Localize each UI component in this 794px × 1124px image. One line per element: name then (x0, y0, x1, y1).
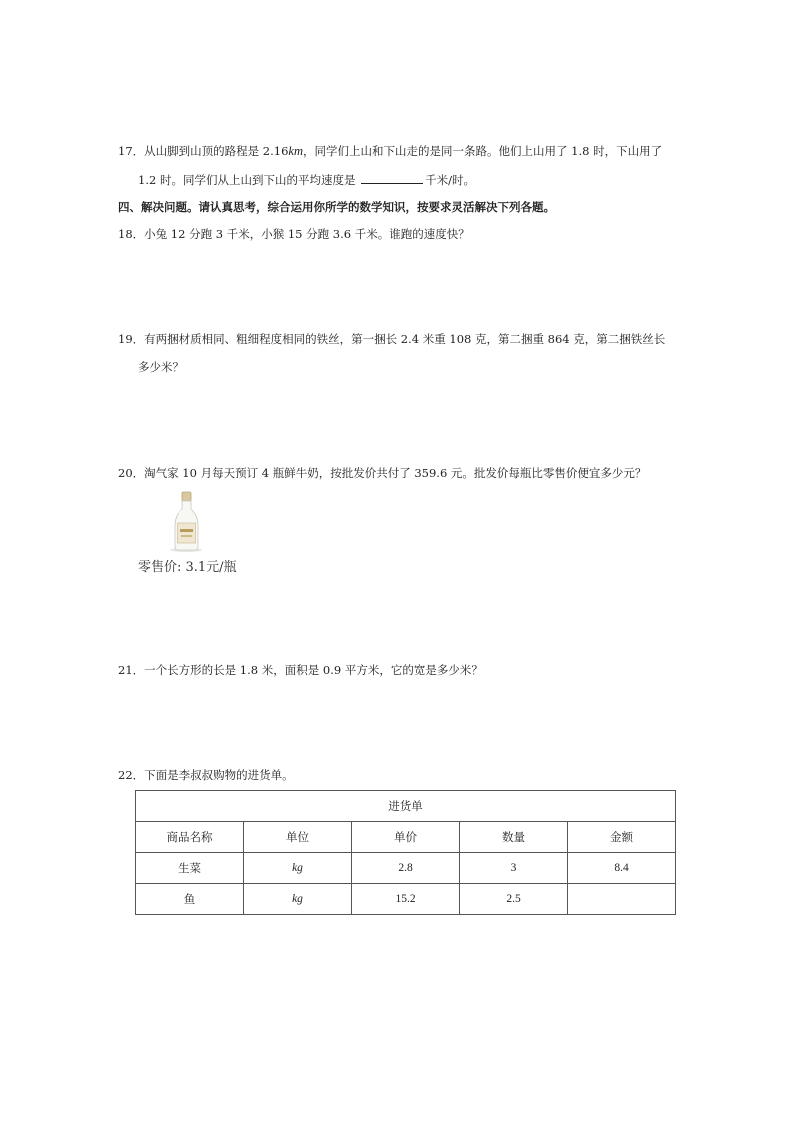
section-4-heading: 四、解决问题。请认真思考，综合运用你所学的数学知识，按要求灵活解决下列各题。 (118, 200, 555, 214)
cell-unit-price: 15.2 (352, 884, 460, 915)
table-title-row (136, 791, 676, 822)
q20-text: 20．淘气家 10 月每天预订 4 瓶鲜牛奶，按批发价共付了 359.6 元。批发价每瓶比零售价便宜多少元？ (118, 466, 647, 480)
milk-bottle-image (148, 489, 230, 553)
q17-text-a: 17．从山脚到山顶的路程是 2.16 (118, 144, 289, 158)
q17-text-b: ，同学们上山和下山走的是同一条路。他们上山用了 1.8 时，下山用了 (302, 144, 663, 158)
cell-unit: kg (244, 853, 352, 884)
q22-text: 22．下面是李叔叔购物的进货单。 (118, 768, 294, 782)
q17-unit: km (288, 144, 303, 158)
q17-line-2 (138, 171, 475, 188)
header-unit-price: 单价 (352, 822, 460, 853)
cell-quantity: 2.5 (460, 884, 568, 915)
table-row (136, 853, 676, 884)
q17-text-c: 1.2 时。同学们从上山到下山的平均速度是 (138, 173, 356, 187)
cell-amount-blank[interactable] (568, 884, 676, 915)
q18-text: 18．小兔 12 分跑 3 千米，小猴 15 分跑 3.6 千米。谁跑的速度快？ (118, 227, 470, 241)
table-header-row (136, 822, 676, 853)
table-title: 进货单 (136, 791, 676, 822)
cell-item-name: 鱼 (136, 884, 244, 915)
cell-unit: kg (244, 884, 352, 915)
q21-text: 21．一个长方形的长是 1.8 米，面积是 0.9 平方米，它的宽是多少米？ (118, 663, 483, 677)
table-row (136, 884, 676, 915)
q17-text-d: 千米/时。 (425, 173, 475, 187)
cell-unit-price: 2.8 (352, 853, 460, 884)
q17-line-1 (118, 143, 662, 159)
header-item-name: 商品名称 (136, 822, 244, 853)
q19-line-2: 多少米？ (138, 360, 184, 374)
cell-amount: 8.4 (568, 853, 676, 884)
header-quantity: 数量 (460, 822, 568, 853)
q19-line-1: 19．有两捆材质相同、粗细程度相同的铁丝，第一捆长 2.4 米重 108 克，第二捆重 864 克，第二捆铁丝长 (118, 332, 666, 346)
retail-price-label: 零售价: 3.1元/瓶 (138, 560, 237, 575)
q17-answer-blank[interactable] (361, 171, 423, 184)
cell-quantity: 3 (460, 853, 568, 884)
header-unit: 单位 (244, 822, 352, 853)
cell-item-name: 生菜 (136, 853, 244, 884)
purchase-order-table (135, 790, 676, 915)
header-amount: 金额 (568, 822, 676, 853)
